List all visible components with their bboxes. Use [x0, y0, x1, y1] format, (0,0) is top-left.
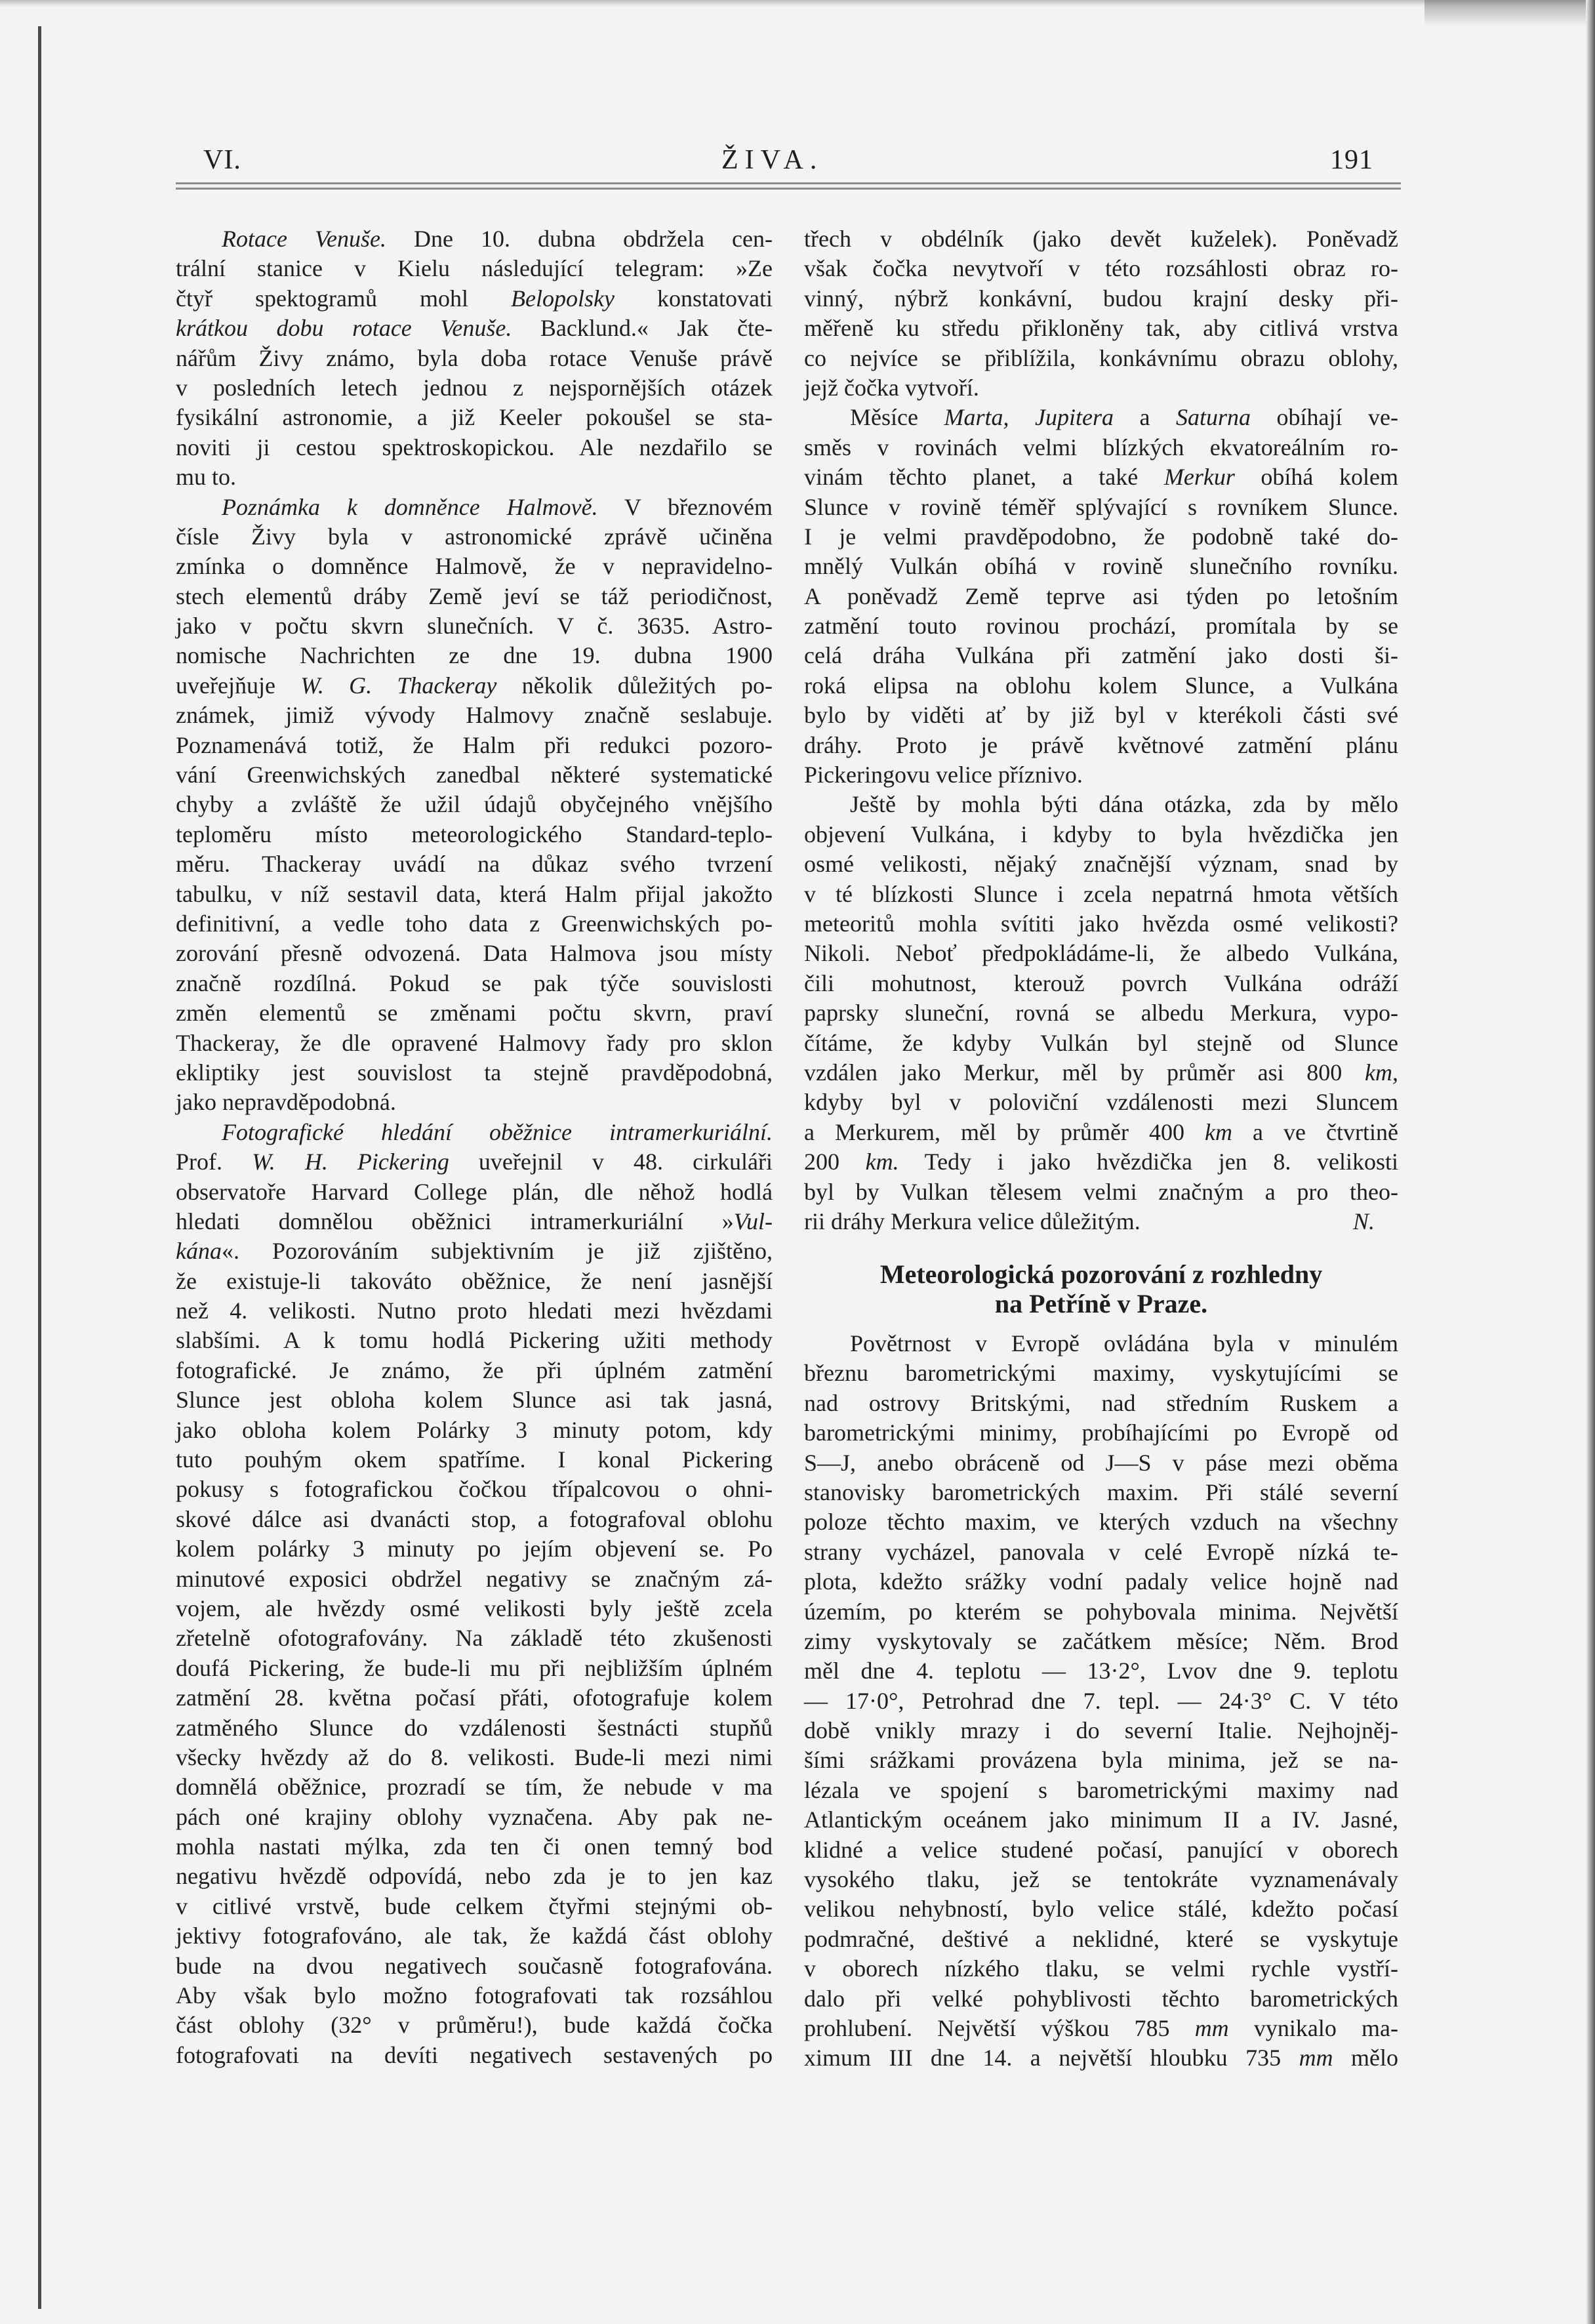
text: teploměru místo meteorologického Standard-teplo-	[176, 821, 773, 847]
text-line	[176, 790, 773, 819]
text-line	[804, 969, 1398, 998]
text: Atlantickým oceánem jako minimum II a IV. Jasné,	[804, 1806, 1398, 1833]
text-line	[804, 1389, 1398, 1418]
text-line	[176, 582, 773, 611]
scan-edge-top	[0, 0, 1595, 7]
text: fotografovati na devíti negativech sestavených po	[176, 2041, 773, 2068]
text-line	[176, 254, 773, 283]
text-line	[176, 939, 773, 968]
text: že existuje-li takováto oběžnice, že není jasnější	[176, 1267, 773, 1294]
text: březnu barometrickými maximy, vyskytujícími se	[804, 1360, 1398, 1387]
text-line	[176, 760, 773, 790]
text-line	[176, 1564, 773, 1594]
text: nad ostrovy Britskými, nad středním Ruskem a	[804, 1389, 1398, 1416]
text: a Merkurem, měl by průměr 400	[804, 1118, 1205, 1145]
text-line	[176, 552, 773, 581]
text: zatměného Slunce do vzdálenosti šestnácti stupňů	[176, 1714, 773, 1741]
text-line	[804, 314, 1398, 343]
header-rule-bottom	[176, 188, 1401, 190]
text: zmínka o domněnce Halmově, že v nepravidelno-	[176, 553, 773, 580]
text-line	[804, 671, 1398, 701]
text-line	[176, 1951, 773, 1981]
text-line	[804, 909, 1398, 939]
text-line	[176, 1505, 773, 1534]
text-line	[176, 1713, 773, 1743]
text: minutové exposici obdržel negativy se značným zá-	[176, 1565, 773, 1592]
text: vojem, ale hvězdy osmé velikosti byly ještě zcela	[176, 1595, 773, 1621]
text-line	[176, 731, 773, 760]
text-line	[804, 1448, 1398, 1478]
text: tuto pouhým okem spatříme. I konal Pickering	[176, 1446, 773, 1473]
italic-text: Saturna	[1176, 404, 1251, 431]
text-line	[804, 1478, 1398, 1507]
text: vinný, nýbrž konkávní, budou krajní desky při-	[804, 285, 1398, 312]
text: tabulku, v níž sestavil data, která Halm přijal jakožto	[176, 880, 773, 907]
text: Prof.	[176, 1149, 252, 1175]
text: obíhá kolem	[1234, 464, 1398, 491]
text: vysokého tlaku, jež se tentokráte vyznamenávaly	[804, 1866, 1398, 1893]
text-line	[804, 1029, 1398, 1058]
text: ekliptiky jest souvislost ta stejně pravděpodobná,	[176, 1059, 773, 1086]
italic-text: Poznámka k domněnce Halmově.	[222, 493, 598, 520]
text-line	[804, 224, 1398, 254]
text-line	[804, 1538, 1398, 1567]
text: změn elementů se změnami počtu skvrn, praví	[176, 1000, 773, 1027]
text: hledati domnělou oběžnici intramerkuriální »	[176, 1208, 734, 1234]
text-line	[804, 403, 1398, 432]
text-line	[176, 224, 773, 254]
text: vinám těchto planet, a také	[804, 464, 1164, 491]
text-line	[176, 880, 773, 909]
text: všecky hvězdy až do 8. velikosti. Bude-li mezi nimi	[176, 1743, 773, 1770]
text-line	[176, 671, 773, 701]
text: Nikoli. Neboť předpokládáme-li, že albedo Vulkána,	[804, 940, 1398, 967]
text: známek, jimiž vývody Halmovy značně seslabuje.	[176, 702, 773, 729]
text: paprsky sluneční, rovná se albedu Merkura, vypo-	[804, 1000, 1398, 1027]
section-heading-line: Meteorologická pozorování z rozhledny	[879, 1259, 1323, 1289]
text-line	[804, 1656, 1398, 1686]
italic-text: Fotografické hledání oběžnice intramerkuriální.	[222, 1118, 773, 1145]
text: mělo	[1333, 2045, 1399, 2071]
text: «. Pozorováním subjektivním je již zjištěno,	[221, 1238, 773, 1265]
text: než 4. velikosti. Nutno proto hledati mezi hvězdami	[176, 1297, 773, 1324]
text: velikou nehybností, bylo velice stálé, kdežto počasí	[804, 1896, 1398, 1923]
text-line	[804, 1627, 1398, 1656]
volume-number: VI.	[203, 145, 241, 175]
text: chyby a zvláště že užil údajů obyčejného vnějšího	[176, 791, 773, 818]
text: však čočka nevytvoří v této rozsáhlosti obraz ro-	[804, 255, 1398, 282]
text-line	[804, 462, 1398, 492]
text-line	[176, 433, 773, 462]
text-line	[804, 1058, 1398, 1088]
paragraph	[176, 493, 773, 1118]
text-line	[176, 522, 773, 552]
text-line	[804, 1745, 1398, 1775]
text-line	[176, 701, 773, 730]
text: měru. Thackeray uvádí na důkaz svého tvrzení	[176, 851, 773, 878]
text-line	[176, 1594, 773, 1623]
right-column-top	[804, 224, 1398, 1236]
text-line	[176, 1832, 773, 1862]
text: osmé velikosti, nějaký značnější význam, snad by	[804, 851, 1398, 878]
text: fotografické. Je známo, že při úplném zatmění	[176, 1356, 773, 1383]
text: vynikalo ma-	[1228, 2014, 1399, 2041]
text-line	[804, 552, 1398, 581]
text-line	[176, 1267, 773, 1296]
text: době vnikly mrazy i do severní Italie. Nejhojněj-	[804, 1717, 1398, 1744]
text: dalo při velké pohyblivosti těchto barometrických	[804, 1985, 1398, 2012]
italic-text: km,	[1365, 1059, 1398, 1086]
text: konstatovati	[614, 285, 773, 312]
scan-edge-left	[38, 26, 41, 2309]
text-line	[176, 820, 773, 849]
text-line	[176, 403, 773, 432]
text: pách oné krajiny oblohy vyznačena. Aby pak ne-	[176, 1803, 773, 1830]
text: Povětrnost v Evropě ovládána byla v minulém	[850, 1330, 1398, 1356]
text: dráhy. Proto je právě květnové zatmění plánu	[804, 731, 1398, 758]
text-line	[176, 909, 773, 939]
text: stanovisky barometrických maxim. Při stálé severní	[804, 1478, 1398, 1505]
paragraph	[804, 224, 1398, 403]
text-line	[176, 611, 773, 641]
text: jako v počtu skvrn slunečních. V č. 3635. Astro-	[176, 613, 773, 640]
text-line	[176, 373, 773, 403]
text-line	[804, 1835, 1398, 1865]
text: Backlund.« Jak čte-	[512, 315, 773, 342]
text: zorování přesně odvozená. Data Halmova jsou místy	[176, 940, 773, 967]
text-line	[804, 1925, 1398, 1954]
paragraph	[804, 790, 1398, 1236]
text-line	[176, 1058, 773, 1088]
text-line	[804, 790, 1398, 819]
text: klidné a velice studené počasí, panující v oborech	[804, 1836, 1398, 1863]
text-line	[176, 1029, 773, 1058]
text: zimy vyskytovaly se začátkem měsíce; Něm. Brod	[804, 1627, 1398, 1654]
text: v oborech nízkého tlaku, se velmi rychle vystří-	[804, 1955, 1398, 1982]
text: Pickeringovu velice příznivo.	[804, 762, 1083, 788]
text: a	[1113, 404, 1176, 431]
text: v citlivé vrstvě, bude celkem čtyřmi stejnými ob-	[176, 1892, 773, 1919]
text: objevení Vulkána, i kdyby to byla hvězdička jen	[804, 821, 1398, 847]
text: lézala ve spojení s barometrickými maximy nad	[804, 1776, 1398, 1803]
text: Aby však bylo možno fotografovati tak rozsáhlou	[176, 1982, 773, 2009]
section-heading	[804, 1259, 1398, 1318]
text: 200	[804, 1149, 866, 1175]
text-line	[804, 1686, 1398, 1716]
text-line	[176, 1326, 773, 1355]
text: Dne 10. dubna obdržela cen-	[386, 226, 773, 252]
text-line	[804, 939, 1398, 968]
text: čísle Živy byla v astronomické zprávě učiněna	[176, 523, 773, 550]
italic-text: Belopolsky	[511, 285, 615, 312]
text: čtyř spektogramů mohl	[176, 285, 512, 312]
italic-text: km.	[865, 1149, 899, 1175]
text-line	[804, 1147, 1398, 1177]
italic-text: W. G. Thackeray	[300, 672, 497, 699]
text: trální stanice v Kielu následující telegram: »Ze	[176, 255, 773, 282]
text-line	[176, 314, 773, 343]
text: doufá Pickering, že bude-li mu při nejbližším úplném	[176, 1654, 773, 1681]
text: noviti ji cestou spektroskopickou. Ale nezdařilo se	[176, 434, 773, 460]
text-line	[804, 998, 1398, 1028]
text: zatmění touto rovinou prochází, promítala by se	[804, 613, 1398, 640]
text: kolem polárky 3 minuty po jejím objevení se. Po	[176, 1536, 773, 1562]
text-line	[176, 493, 773, 522]
text: strany vycházel, panovala v celé Evropě nízká te-	[804, 1538, 1398, 1565]
text: bude na dvou negativech současně fotografována.	[176, 1952, 773, 1979]
italic-text: Rotace Venuše.	[222, 226, 386, 252]
text: nářům Živy známo, byla doba rotace Venuše právě	[176, 344, 773, 371]
scan-edge-right	[1586, 0, 1595, 2324]
text-line	[804, 2043, 1398, 2073]
text: poloze těchto maxim, ve kterých vzduch na všechny	[804, 1509, 1398, 1536]
paragraph	[804, 1329, 1398, 2073]
text: A poněvadž Země teprve asi týden po letošním	[804, 582, 1398, 609]
text-line	[176, 2041, 773, 2070]
text: meteoritů mohla svítiti jako hvězda osmé velikosti?	[804, 910, 1398, 937]
italic-text: W. H. Pickering	[252, 1149, 449, 1175]
text-line	[804, 731, 1398, 760]
page-number: 191	[1330, 145, 1373, 175]
text-line	[176, 1772, 773, 1802]
text-line	[176, 284, 773, 314]
text-line	[176, 1296, 773, 1326]
text: nomische Nachrichten ze dne 19. dubna 1900	[176, 642, 773, 669]
text: jako nepravděpodobná.	[176, 1089, 396, 1116]
text-line	[176, 1385, 773, 1415]
text-line	[804, 641, 1398, 670]
paragraph	[804, 403, 1398, 790]
text-line	[176, 969, 773, 998]
author-signature: N.	[1352, 1208, 1375, 1234]
text-line	[176, 344, 773, 373]
text-line	[804, 1597, 1398, 1627]
text: rii dráhy Merkura velice důležitým.	[804, 1208, 1141, 1234]
text: observatoře Harvard College plán, dle něhož hodlá	[176, 1178, 773, 1205]
text: Thackeray, že dle opravené Halmovy řady pro sklon	[176, 1029, 773, 1056]
text: definitivní, a vedle toho data z Greenwichských po-	[176, 910, 773, 937]
text: podmračné, deštivé a neklidné, které se vyskytuje	[804, 1925, 1398, 1952]
text: vzdálen jako Merkur, měl by průměr asi 800	[804, 1059, 1365, 1086]
text-line	[804, 1088, 1398, 1117]
text-line	[176, 1416, 773, 1445]
text: V březnovém	[597, 493, 773, 520]
text-line	[804, 284, 1398, 314]
text: Slunce jest obloha kolem Slunce asi tak jasná,	[176, 1387, 773, 1414]
italic-text: km	[1205, 1118, 1232, 1145]
text-line	[176, 2010, 773, 2040]
text-line	[176, 1743, 773, 1772]
text-line	[176, 849, 773, 879]
text: slabšími. A k tomu hodlá Pickering užiti methody	[176, 1327, 773, 1354]
text-line	[804, 522, 1398, 552]
text-line	[176, 1921, 773, 1951]
text: plota, kdežto srážky vodní padaly velice hojně nad	[804, 1568, 1398, 1595]
text: jako obloha kolem Polárky 3 minuty potom, kdy	[176, 1416, 773, 1443]
text: co nejvíce se přiblížila, konkávnímu obrazu oblohy,	[804, 344, 1398, 371]
paragraph	[176, 224, 773, 493]
text-line	[804, 1894, 1398, 1924]
text-line	[176, 1356, 773, 1385]
text-line	[176, 1654, 773, 1683]
text-line	[804, 582, 1398, 611]
text-line	[804, 849, 1398, 879]
text-line	[176, 1623, 773, 1653]
text: část oblohy (32° v průměru!), bude každá čočka	[176, 2012, 773, 2039]
text-line	[176, 1445, 773, 1475]
text: I je velmi pravděpodobno, že podobně také do-	[804, 523, 1398, 550]
text-line	[804, 1118, 1398, 1147]
text: a ve čtvrtině	[1232, 1118, 1398, 1145]
left-column	[176, 224, 773, 2070]
text: v posledních letech jednou z nejspornějších otázek	[176, 374, 773, 401]
text-line	[804, 1776, 1398, 1805]
text: roká elipsa na oblohu kolem Slunce, a Vulkána	[804, 672, 1398, 699]
text-line	[176, 1892, 773, 1921]
text-line	[804, 611, 1398, 641]
text: byl by Vulkan tělesem velmi značným a pro theo-	[804, 1178, 1398, 1205]
text: územím, po kterém se pohybovala minima. Největší	[804, 1598, 1398, 1625]
text: — 17·0°, Petrohrad dne 7. tepl. — 24·3° C. V této	[804, 1687, 1398, 1714]
text: domnělá oběžnice, prozradí se tím, že nebude v ma	[176, 1774, 773, 1801]
text-line	[176, 1534, 773, 1564]
header-rule-top	[176, 182, 1401, 184]
text: zřetelně ofotografovány. Na základě této zkušenosti	[176, 1625, 773, 1652]
text: uveřejnil v 48. cirkuláři	[449, 1149, 773, 1175]
text: měřeně ku středu přikloněny tak, aby citlivá vrstva	[804, 315, 1398, 342]
text: Ještě by mohla býti dána otázka, zda by mělo	[850, 791, 1398, 818]
text: mu to.	[176, 464, 237, 491]
italic-text: mm	[1299, 2045, 1333, 2071]
text-line	[804, 701, 1398, 730]
text: stech elementů dráby Země jeví se táž periodičnost,	[176, 582, 773, 609]
text: čítáme, že kdyby Vulkán byl stejně od Slunce	[804, 1029, 1398, 1056]
text-line	[804, 1177, 1398, 1207]
text: S—J, anebo obráceně od J—S v páse mezi oběma	[804, 1449, 1398, 1476]
right-column-bottom	[804, 1329, 1398, 2073]
text-line	[176, 998, 773, 1028]
text-line	[804, 433, 1398, 462]
italic-text: krátkou dobu rotace Venuše.	[176, 315, 512, 342]
italic-text: Vul-	[733, 1208, 773, 1234]
text-line	[176, 1118, 773, 1147]
text: měl dne 4. teplotu — 13·2°, Lvov dne 9. teplotu	[804, 1658, 1398, 1684]
italic-text: kána	[176, 1238, 222, 1265]
text: mnělý Vulkán obíhá v rovině slunečního rovníku.	[804, 553, 1398, 580]
text: Měsíce	[850, 404, 944, 431]
text-line	[804, 1716, 1398, 1745]
text-line	[804, 1805, 1398, 1835]
text-line	[804, 1207, 1398, 1236]
text-line	[804, 1954, 1398, 1984]
text-line	[176, 1981, 773, 2010]
text-line	[804, 493, 1398, 522]
text-line	[804, 760, 1398, 790]
text: jektivy fotografováno, ale tak, že každá část oblohy	[176, 1923, 773, 1949]
text-line	[176, 1088, 773, 1117]
paragraph	[176, 1118, 773, 2071]
text: několik důležitých po-	[496, 672, 773, 699]
section-heading-line: na Petříně v Praze.	[994, 1289, 1208, 1318]
text: třech v obdélník (jako devět kuželek). Poněvadž	[804, 226, 1398, 252]
text-line	[804, 1418, 1398, 1448]
text: v té blízkosti Slunce i zcela nepatrná hmota větších	[804, 880, 1398, 907]
text: Slunce v rovině téměř splývající s rovníkem Slunce.	[804, 493, 1398, 520]
text: celá dráha Vulkána při zatmění jako dosti ši-	[804, 642, 1398, 669]
italic-text: Merkur	[1163, 464, 1235, 491]
text: zatmění 28. května počasí přáti, ofotografuje kolem	[176, 1684, 773, 1711]
text: Poznamenává totiž, že Halm při redukci pozoro-	[176, 731, 773, 758]
text-line	[176, 641, 773, 670]
text-line	[804, 2014, 1398, 2043]
text-line	[176, 1177, 773, 1207]
text-line	[804, 1358, 1398, 1388]
text-line	[804, 1984, 1398, 2014]
text: fysikální astronomie, a již Keeler pokoušel se sta-	[176, 404, 773, 431]
italic-text: Marta, Jupitera	[944, 404, 1114, 431]
text-line	[804, 880, 1398, 909]
text-line	[804, 1567, 1398, 1597]
text: barometrickými minimy, probíhajícími po Evropě od	[804, 1419, 1398, 1446]
text-line	[804, 1507, 1398, 1537]
text-line	[804, 1865, 1398, 1894]
text: skové dálce asi dvanácti stop, a fotografoval oblohu	[176, 1505, 773, 1532]
text: vání Greenwichských zanedbal některé systematické	[176, 762, 773, 788]
text: značně rozdílná. Pokud se pak týče souvislosti	[176, 969, 773, 996]
text-line	[804, 820, 1398, 849]
text-line	[176, 1475, 773, 1504]
text: kdyby byl v poloviční vzdálenosti mezi Sluncem	[804, 1089, 1398, 1116]
text: uveřejňuje	[176, 672, 301, 699]
text-line	[176, 1803, 773, 1832]
text-line	[804, 373, 1398, 403]
journal-title: ŽIVA.	[721, 145, 824, 175]
text: ximum III dne 14. a největší hloubku 735	[804, 2045, 1299, 2071]
text-line	[176, 1862, 773, 1891]
text-line	[176, 1236, 773, 1266]
italic-text: mm	[1194, 2014, 1229, 2041]
text: Tedy i jako hvězdička jen 8. velikosti	[898, 1149, 1398, 1175]
text: mohla nastati mýlka, zda ten či onen temný bod	[176, 1833, 773, 1860]
text-line	[176, 1683, 773, 1713]
text: pokusy s fotografickou čočkou třípalcovou o ohni-	[176, 1476, 773, 1503]
scan-corner-shadow	[1424, 0, 1595, 26]
text: jejž čočka vytvoří.	[804, 374, 979, 401]
text-line	[176, 1207, 773, 1236]
text: čili mohutnost, kterouž povrch Vulkána odráží	[804, 969, 1398, 996]
text: směs v rovinách velmi blízkých ekvatoreálním ro-	[804, 434, 1398, 460]
text-line	[804, 1329, 1398, 1358]
text: negativu hvězdě odpovídá, nebo zda je to jen kaz	[176, 1863, 773, 1890]
text-line	[804, 344, 1398, 373]
text: šími srážkami provázena byla minima, jež se na-	[804, 1747, 1398, 1774]
text-line	[804, 254, 1398, 283]
text-line	[176, 462, 773, 492]
text: bylo by viděti ať by již byl v kterékoli části své	[804, 702, 1398, 729]
text: prohlubení. Největší výškou 785	[804, 2014, 1195, 2041]
text: obíhají ve-	[1251, 404, 1398, 431]
text-line	[176, 1147, 773, 1177]
